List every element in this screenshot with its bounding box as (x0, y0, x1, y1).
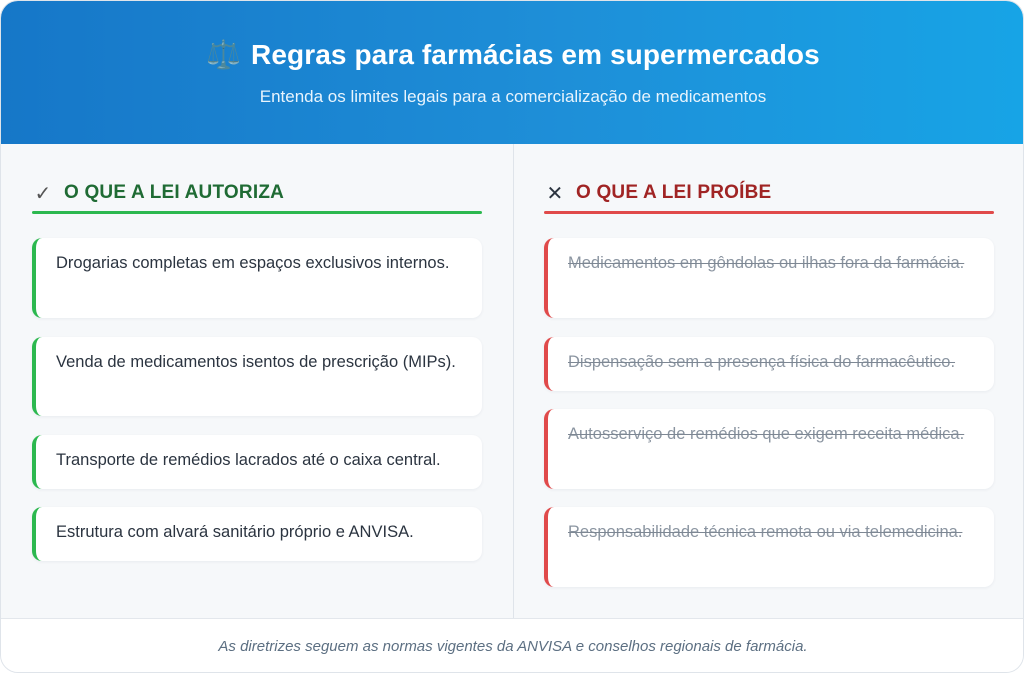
allowed-item: Estrutura com alvará sanitário próprio e ANVISA. (32, 507, 482, 561)
balance-scale-icon: ⚖️ (206, 39, 242, 70)
allowed-underline (32, 211, 482, 214)
footer-note: As diretrizes seguem as normas vigentes da ANVISA e conselhos regionais de farmácia. (1, 618, 1024, 673)
header-banner (1, 1, 1024, 144)
allowed-heading-label: O QUE A LEI AUTORIZA (64, 182, 285, 203)
forbidden-item: Dispensação sem a presença física do farmacêutico. (544, 337, 994, 391)
page-title: Regras para farmácias em supermercados (251, 39, 820, 70)
allowed-item: Drogarias completas em espaços exclusivos internos. (32, 238, 482, 318)
forbidden-item: Responsabilidade técnica remota ou via telemedicina. (544, 507, 994, 587)
cross-icon: ✕ (546, 182, 564, 205)
forbidden-heading (544, 173, 994, 213)
title-row (1, 37, 1024, 73)
checkmark-icon: ✓ (34, 182, 52, 205)
page-subtitle: Entenda os limites legais para a comercialização de medicamentos (259, 87, 767, 106)
forbidden-item: Autosserviço de remédios que exigem receita médica. (544, 409, 994, 489)
allowed-heading (32, 173, 482, 213)
allowed-item: Transporte de remédios lacrados até o caixa central. (32, 435, 482, 489)
allowed-item: Venda de medicamentos isentos de prescrição (MIPs). (32, 337, 482, 416)
forbidden-item: Medicamentos em gôndolas ou ilhas fora da farmácia. (544, 238, 994, 318)
forbidden-underline (544, 211, 994, 214)
comparison-columns (1, 144, 1024, 618)
column-divider (513, 144, 514, 618)
forbidden-heading-label: O QUE A LEI PROÍBE (576, 182, 772, 203)
